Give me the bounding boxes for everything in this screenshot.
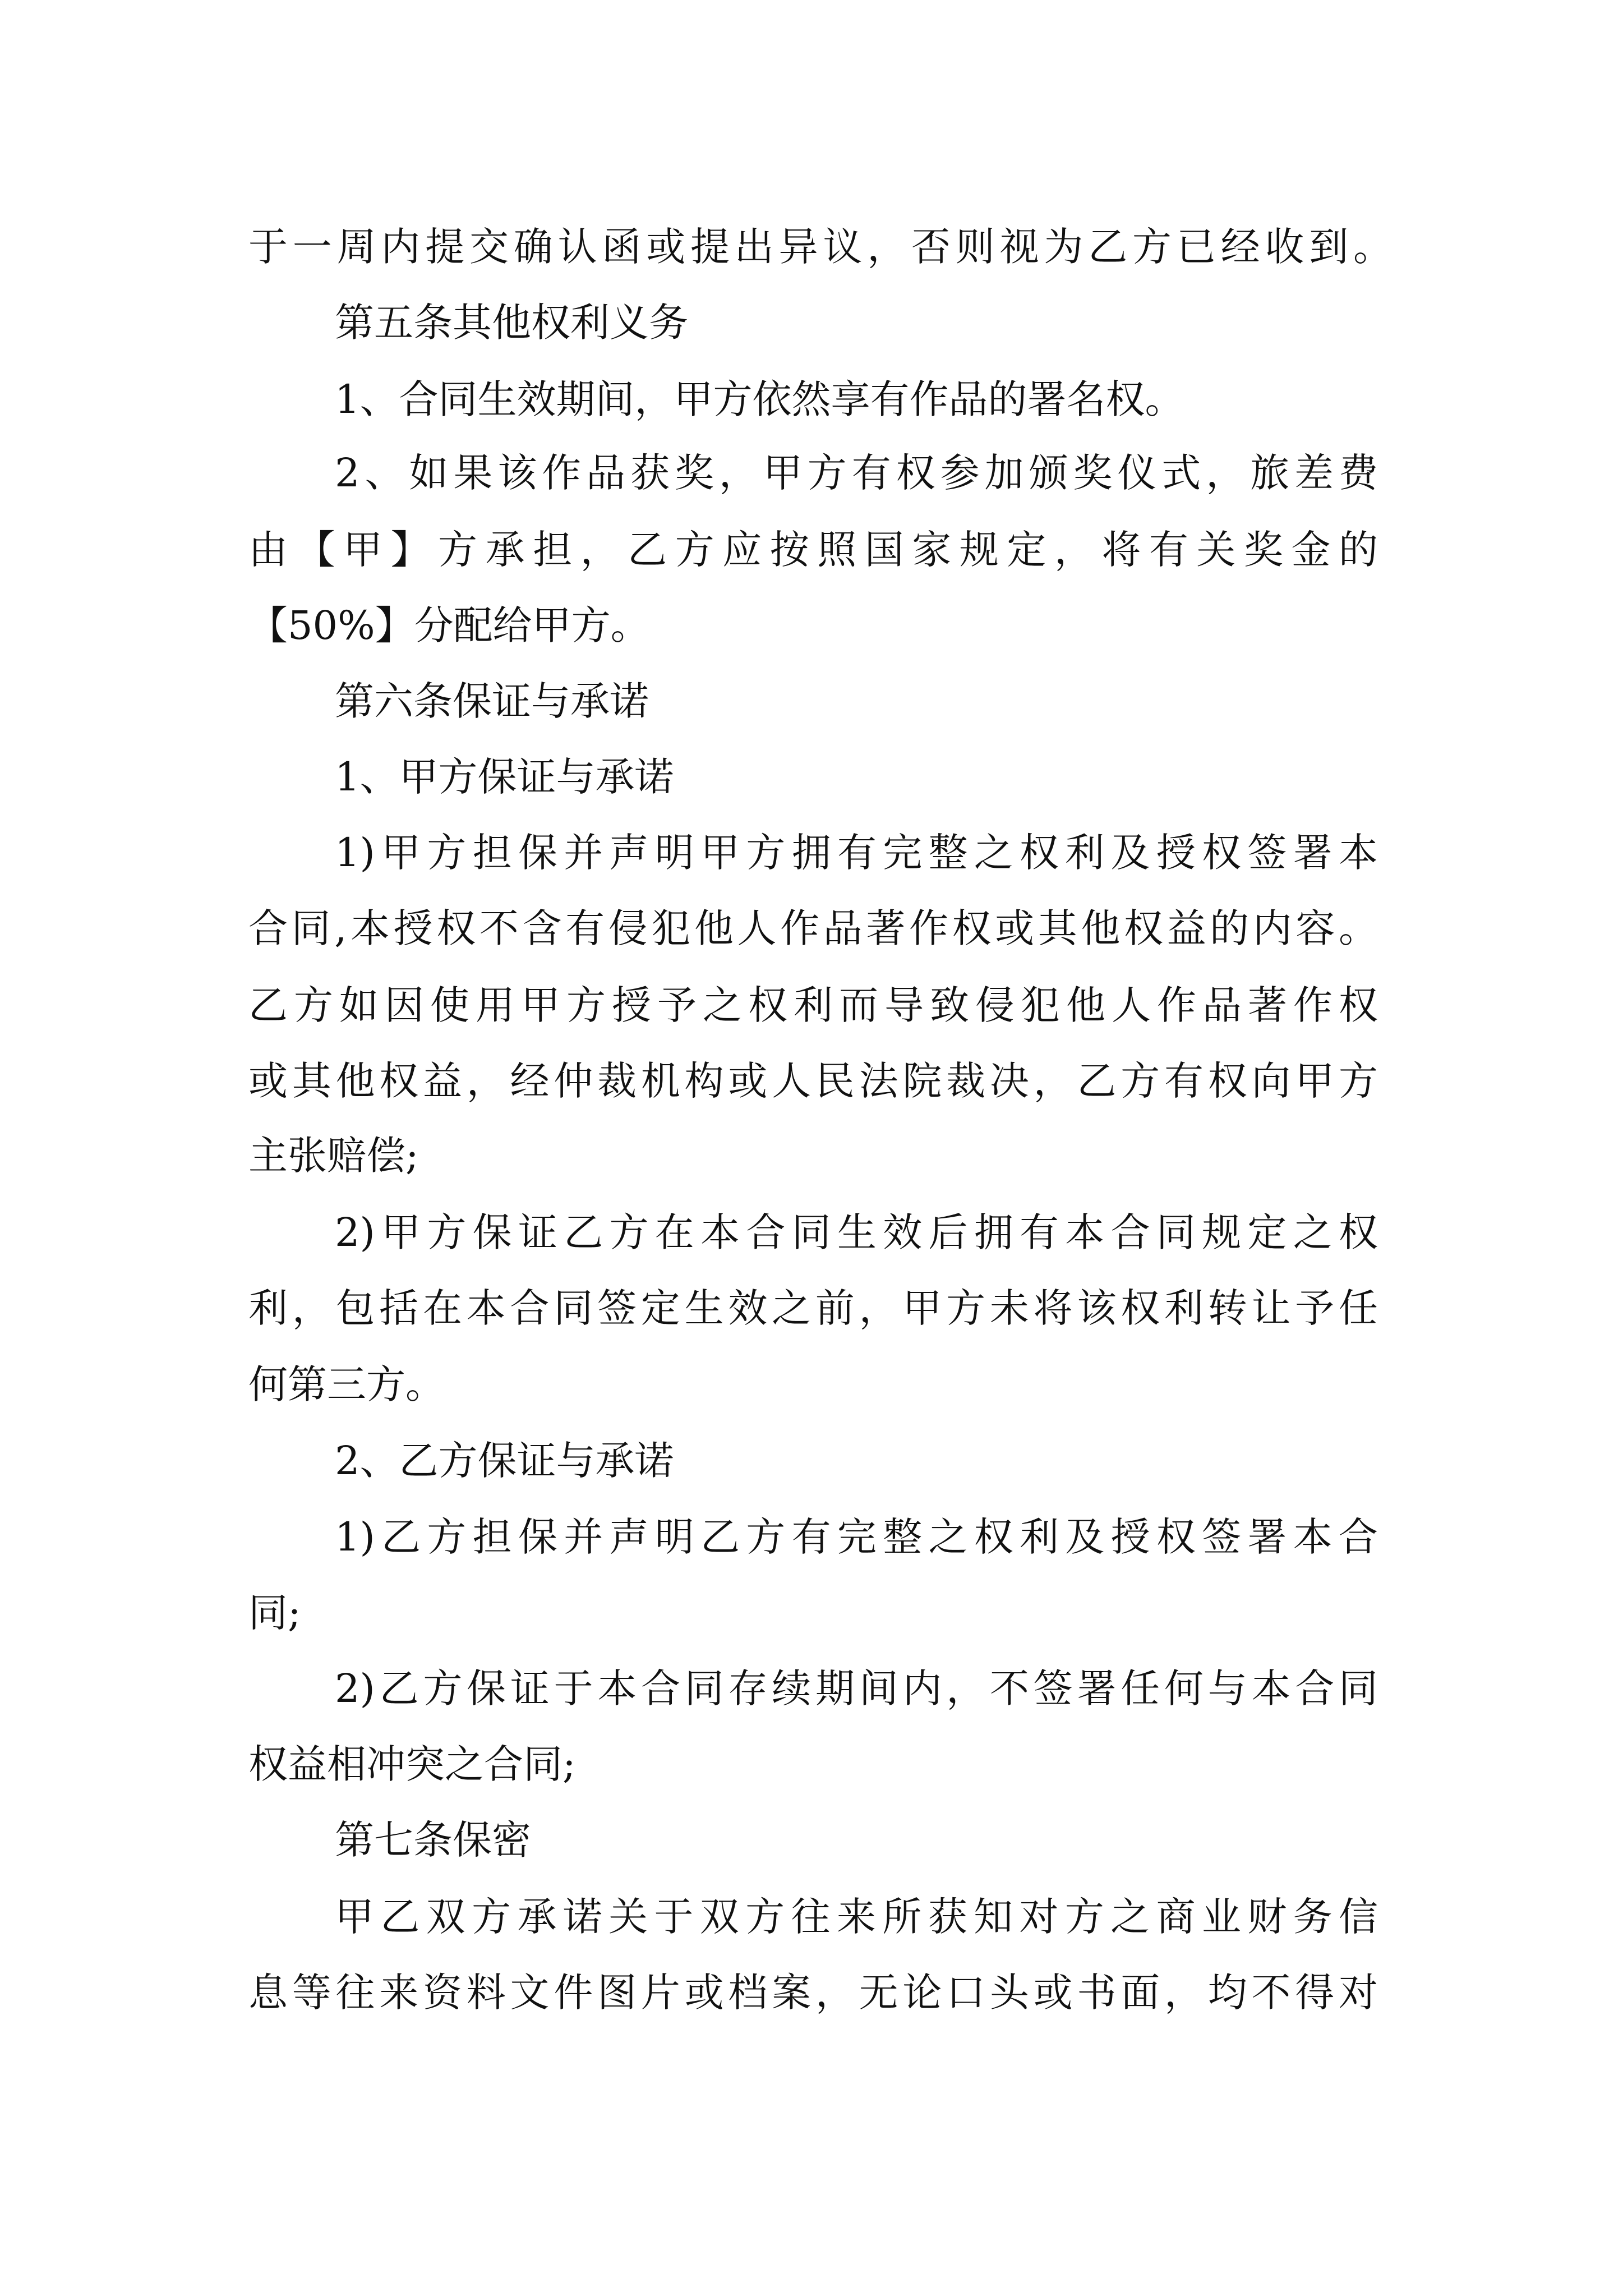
- text-line: 何第三方。: [248, 1361, 445, 1407]
- text-line: 2、如果该作品获奖，甲方有权参加颁奖仪式，旅差费: [335, 450, 1378, 496]
- text-line: 1、合同生效期间，甲方依然享有作品的署名权。: [335, 376, 1184, 422]
- text-line: 主张赔偿;: [248, 1133, 419, 1179]
- text-line: 于一周内提交确认函或提出异议，否则视为乙方已经收到。: [248, 224, 1393, 270]
- text-line: 合同,本授权不含有侵犯他人作品著作权或其他权益的内容。: [248, 905, 1378, 951]
- text-line: 利，包括在本合同签定生效之前，甲方未将该权利转让予任: [248, 1285, 1378, 1331]
- section-heading: 第七条保密: [335, 1817, 531, 1863]
- subsection-heading: 1、甲方保证与承诺: [335, 754, 674, 800]
- text-line: 1)甲方担保并声明甲方拥有完整之权利及授权签署本: [335, 830, 1378, 876]
- text-line: 息等往来资料文件图片或档案，无论口头或书面，均不得对: [248, 1970, 1378, 2016]
- text-line: 或其他权益，经仲裁机构或人民法院裁决，乙方有权向甲方: [248, 1058, 1378, 1104]
- text-line: 由【甲】方承担，乙方应按照国家规定，将有关奖金的: [248, 527, 1378, 573]
- text-line: 乙方如因使用甲方授予之权利而导致侵犯他人作品著作权: [248, 982, 1378, 1028]
- text-line: 2)甲方保证乙方在本合同生效后拥有本合同规定之权: [335, 1209, 1378, 1255]
- text-line: 1)乙方担保并声明乙方有完整之权利及授权签署本合: [335, 1514, 1378, 1560]
- section-heading: 第五条其他权利义务: [335, 300, 688, 346]
- subsection-heading: 2、乙方保证与承诺: [335, 1438, 674, 1484]
- text-line: 2)乙方保证于本合同存续期间内，不签署任何与本合同: [335, 1665, 1378, 1711]
- text-line: 甲乙双方承诺关于双方往来所获知对方之商业财务信: [335, 1894, 1378, 1940]
- text-line: 权益相冲突之合同;: [248, 1741, 576, 1787]
- section-heading: 第六条保证与承诺: [335, 678, 649, 724]
- text-line: 【50%】分配给甲方。: [248, 602, 650, 648]
- text-line: 同;: [248, 1590, 301, 1636]
